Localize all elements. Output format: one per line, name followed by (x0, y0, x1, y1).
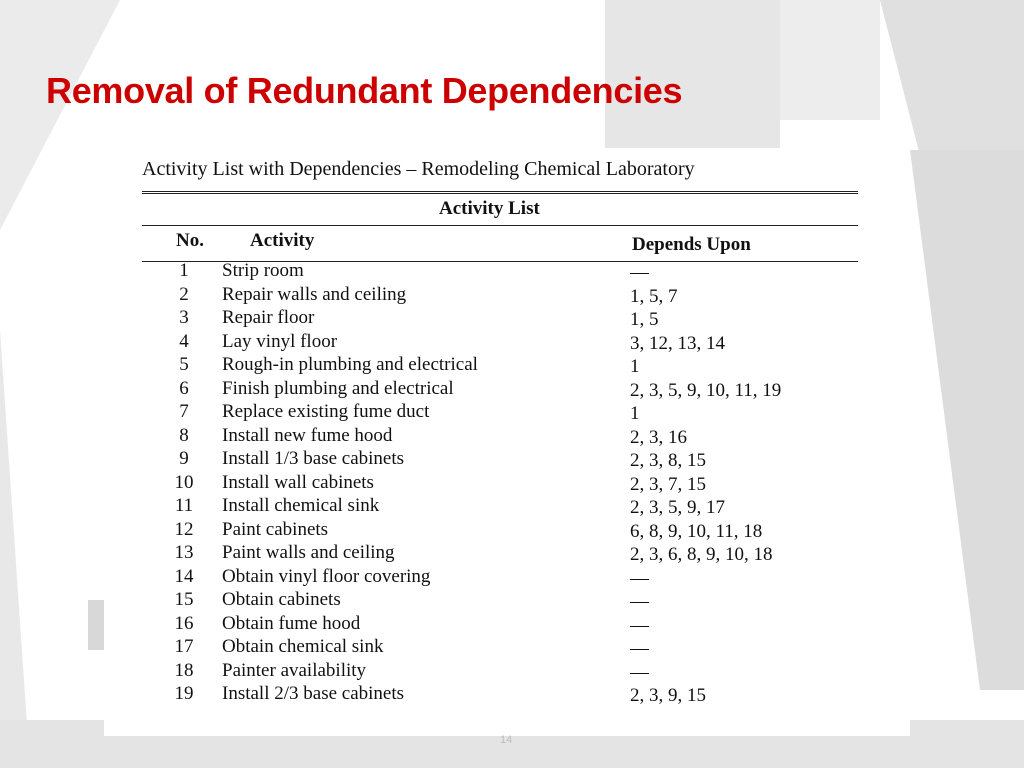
table-row (104, 519, 910, 543)
row-activity: Paint walls and ceiling (222, 542, 395, 563)
table-subheader: Activity List (439, 198, 540, 219)
row-number: 18 (174, 659, 194, 681)
row-activity: Install 1/3 base cabinets (222, 448, 405, 469)
row-number: 12 (174, 518, 194, 540)
row-activity: Obtain fume hood (222, 612, 361, 634)
table-row (104, 378, 910, 402)
row-number: 19 (174, 683, 194, 704)
row-depends-upon: 2, 3, 9, 15 (630, 685, 706, 706)
row-activity: Strip room (222, 260, 304, 281)
row-number: 16 (174, 612, 194, 634)
row-number: 15 (174, 589, 194, 610)
row-depends-upon: — (630, 262, 649, 283)
row-activity: Lay vinyl floor (222, 330, 338, 352)
row-depends-upon: — (630, 591, 649, 612)
row-number: 14 (174, 565, 194, 587)
column-header-activity: Activity (250, 230, 315, 251)
row-activity: Finish plumbing and electrical (222, 377, 454, 399)
row-depends-upon: 1 (630, 356, 640, 377)
page-number: 14 (500, 734, 513, 746)
table-row (104, 354, 910, 378)
row-depends-upon: 2, 3, 6, 8, 9, 10, 18 (630, 544, 773, 565)
slide-title: Removal of Redundant Dependencies (46, 70, 683, 111)
row-activity: Obtain chemical sink (222, 636, 384, 657)
table-row (104, 660, 910, 684)
row-depends-upon: — (630, 661, 649, 683)
table-row (104, 542, 910, 566)
table-row (104, 613, 910, 637)
row-depends-upon: 1, 5, 7 (630, 285, 678, 307)
activity-table-image (104, 148, 910, 736)
row-number: 10 (174, 471, 194, 493)
table-row (104, 566, 910, 590)
row-number: 17 (174, 636, 194, 657)
row-depends-upon: 2, 3, 8, 15 (630, 450, 706, 471)
table-body (104, 260, 910, 707)
row-activity: Repair walls and ceiling (222, 283, 407, 305)
row-number: 8 (179, 424, 189, 446)
table-row (104, 307, 910, 331)
row-number: 2 (179, 283, 189, 305)
column-header-depends-upon: Depends Upon (632, 234, 751, 255)
row-number: 3 (179, 307, 189, 328)
row-depends-upon: 6, 8, 9, 10, 11, 18 (630, 520, 763, 542)
row-depends-upon: 2, 3, 16 (630, 426, 687, 448)
table-row (104, 401, 910, 425)
row-depends-upon: 2, 3, 5, 9, 10, 11, 19 (630, 379, 782, 401)
table-row (104, 448, 910, 472)
row-depends-upon: — (630, 638, 649, 659)
row-number: 4 (179, 330, 189, 352)
row-depends-upon: — (630, 567, 649, 589)
row-number: 1 (179, 260, 189, 281)
row-depends-upon: 1 (630, 403, 640, 424)
table-row (104, 589, 910, 613)
row-number: 5 (179, 354, 189, 375)
table-row (104, 260, 910, 284)
row-activity: Rough-in plumbing and electrical (222, 354, 478, 375)
row-activity: Obtain cabinets (222, 589, 341, 610)
table-row (104, 284, 910, 308)
row-activity: Repair floor (222, 307, 315, 328)
rule-mid (142, 225, 858, 226)
row-number: 7 (179, 401, 189, 422)
row-activity: Install wall cabinets (222, 471, 374, 493)
table-row (104, 331, 910, 355)
table-title: Activity List with Dependencies – Remodeling Chemical Laboratory (142, 158, 695, 180)
rule-top-double (142, 193, 858, 194)
row-activity: Painter availability (222, 659, 367, 681)
column-header-no: No. (176, 230, 204, 251)
row-depends-upon: 2, 3, 7, 15 (630, 473, 706, 495)
table-row (104, 495, 910, 519)
row-activity: Replace existing fume duct (222, 401, 430, 422)
row-number: 11 (174, 495, 194, 516)
row-number: 9 (179, 448, 189, 469)
row-number: 13 (174, 542, 194, 563)
table-row (104, 683, 910, 707)
row-activity: Paint cabinets (222, 518, 329, 540)
row-depends-upon: 2, 3, 5, 9, 17 (630, 497, 725, 518)
row-depends-upon: 1, 5 (630, 309, 659, 330)
row-activity: Install chemical sink (222, 495, 380, 516)
row-activity: Install new fume hood (222, 424, 393, 446)
table-row (104, 472, 910, 496)
row-activity: Obtain vinyl floor covering (222, 565, 431, 587)
row-activity: Install 2/3 base cabinets (222, 683, 405, 704)
row-number: 6 (179, 377, 189, 399)
table-row (104, 636, 910, 660)
row-depends-upon: — (630, 614, 649, 636)
table-row (104, 425, 910, 449)
row-depends-upon: 3, 12, 13, 14 (630, 332, 725, 354)
